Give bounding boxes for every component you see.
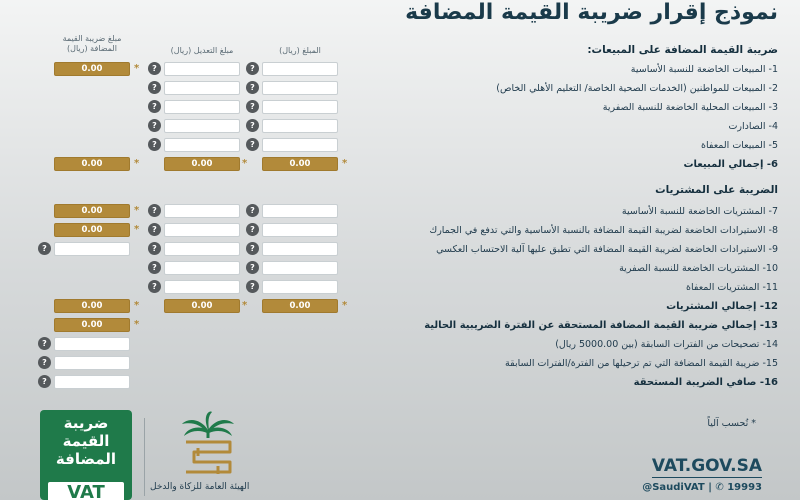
adjustment-field-4[interactable] bbox=[164, 119, 240, 133]
help-icon[interactable]: ? bbox=[38, 337, 51, 350]
auto-calc-star: * bbox=[134, 205, 140, 216]
contact-info bbox=[642, 482, 762, 493]
amount-field-9[interactable] bbox=[262, 242, 338, 256]
total-sales-amount: 0.00 bbox=[262, 157, 338, 171]
vat-logo-badge bbox=[40, 410, 132, 500]
amount-field-1[interactable] bbox=[262, 62, 338, 76]
auto-calc-star: * bbox=[242, 158, 248, 169]
phone-icon: ✆ bbox=[715, 482, 724, 493]
help-icon[interactable]: ? bbox=[246, 280, 259, 293]
auto-calc-star: * bbox=[134, 319, 140, 330]
total-purchases-amount: 0.00 bbox=[262, 299, 338, 313]
adjustment-field-5[interactable] bbox=[164, 138, 240, 152]
column-header-amount: المبلغ (ريال) bbox=[279, 46, 321, 55]
auto-calc-star: * bbox=[342, 300, 348, 311]
amount-field-3[interactable] bbox=[262, 100, 338, 114]
badge-line-2: القيمة bbox=[62, 432, 110, 450]
twitter-handle[interactable]: @SaudiVAT bbox=[642, 482, 705, 493]
column-header-vat bbox=[54, 34, 130, 54]
help-icon[interactable]: ? bbox=[38, 242, 51, 255]
help-icon[interactable]: ? bbox=[246, 81, 259, 94]
auto-calc-star: * bbox=[134, 300, 140, 311]
sales-heading: ضريبة القيمة المضافة على المبيعات: bbox=[587, 44, 778, 56]
corrections-field[interactable] bbox=[54, 337, 130, 351]
help-icon[interactable]: ? bbox=[38, 375, 51, 388]
footer-divider bbox=[144, 418, 145, 496]
vat-field-1: 0.00 bbox=[54, 62, 130, 76]
adjustment-field-11[interactable] bbox=[164, 280, 240, 294]
help-icon[interactable]: ? bbox=[246, 204, 259, 217]
help-icon[interactable]: ? bbox=[246, 119, 259, 132]
help-icon[interactable]: ? bbox=[148, 261, 161, 274]
column-header-vat-line1: مبلغ ضريبة القيمة bbox=[62, 34, 122, 43]
help-icon[interactable]: ? bbox=[148, 242, 161, 255]
carried-forward-field[interactable] bbox=[54, 356, 130, 370]
row-label-7: 7- المشتريات الخاضعة للنسبة الأساسية bbox=[621, 206, 778, 217]
adjustment-field-2[interactable] bbox=[164, 81, 240, 95]
separator: | bbox=[708, 482, 712, 493]
website-link[interactable]: VAT.GOV.SA bbox=[651, 456, 762, 476]
total-purchases-adjustment: 0.00 bbox=[164, 299, 240, 313]
help-icon[interactable]: ? bbox=[148, 138, 161, 151]
help-icon[interactable]: ? bbox=[148, 223, 161, 236]
phone-number[interactable]: 19993 bbox=[727, 482, 762, 493]
total-purchases-vat: 0.00 bbox=[54, 299, 130, 313]
adjustment-field-3[interactable] bbox=[164, 100, 240, 114]
purchases-heading: الضريبة على المشتريات bbox=[655, 184, 778, 196]
auto-calc-star: * bbox=[242, 300, 248, 311]
amount-field-11[interactable] bbox=[262, 280, 338, 294]
amount-field-2[interactable] bbox=[262, 81, 338, 95]
help-icon[interactable]: ? bbox=[246, 242, 259, 255]
row-label-1: 1- المبيعات الخاضعة للنسبة الأساسية bbox=[630, 64, 778, 75]
column-header-adjustment: مبلغ التعديل (ريال) bbox=[170, 46, 234, 55]
adjustment-field-1[interactable] bbox=[164, 62, 240, 76]
net-tax-field[interactable] bbox=[54, 375, 130, 389]
help-icon[interactable]: ? bbox=[246, 261, 259, 274]
auto-calc-star: * bbox=[342, 158, 348, 169]
vat-field-9[interactable] bbox=[54, 242, 130, 256]
row-label-8: 8- الاستيرادات الخاضعة لضريبة القيمة المضافة بالنسبة الأساسية والتي تدفع في الجمارك bbox=[429, 225, 778, 236]
help-icon[interactable]: ? bbox=[246, 62, 259, 75]
adjustment-field-10[interactable] bbox=[164, 261, 240, 275]
badge-vat-text: VAT bbox=[48, 482, 124, 500]
adjustment-field-7[interactable] bbox=[164, 204, 240, 218]
amount-field-10[interactable] bbox=[262, 261, 338, 275]
badge-line-1: ضريبة bbox=[63, 414, 109, 432]
column-header-vat-line2: المضافة (ريال) bbox=[67, 44, 117, 53]
row-label-10: 10- المشتريات الخاضعة للنسبة الصفرية bbox=[619, 263, 778, 274]
organization-name: الهيئة العامة للزكاة والدخل bbox=[150, 482, 250, 492]
help-icon[interactable]: ? bbox=[148, 119, 161, 132]
help-icon[interactable]: ? bbox=[38, 356, 51, 369]
row-label-14: 14- تصحيحات من الفترات السابقة (بين 5000.00 ريال) bbox=[555, 339, 778, 350]
total-sales-vat: 0.00 bbox=[54, 157, 130, 171]
row-label-6: 6- إجمالي المبيعات bbox=[683, 159, 778, 170]
vat-field-7: 0.00 bbox=[54, 204, 130, 218]
row-label-3: 3- المبيعات المحلية الخاضعة للنسبة الصفرية bbox=[602, 102, 778, 113]
auto-calc-star: * bbox=[134, 224, 140, 235]
row-label-5: 5- المبيعات المعفاة bbox=[701, 140, 778, 151]
amount-field-8[interactable] bbox=[262, 223, 338, 237]
auto-calc-star: * bbox=[134, 63, 140, 74]
help-icon[interactable]: ? bbox=[148, 204, 161, 217]
help-icon[interactable]: ? bbox=[246, 223, 259, 236]
adjustment-field-8[interactable] bbox=[164, 223, 240, 237]
amount-field-7[interactable] bbox=[262, 204, 338, 218]
help-icon[interactable]: ? bbox=[148, 100, 161, 113]
row-label-16: 16- صافي الضريبة المستحقة bbox=[633, 377, 778, 388]
footnote: * تُحسب آلياً bbox=[707, 418, 756, 429]
row-label-12: 12- إجمالي المشتريات bbox=[666, 301, 778, 312]
amount-field-4[interactable] bbox=[262, 119, 338, 133]
help-icon[interactable]: ? bbox=[148, 280, 161, 293]
amount-field-5[interactable] bbox=[262, 138, 338, 152]
total-vat-due: 0.00 bbox=[54, 318, 130, 332]
row-label-15: 15- ضريبة القيمة المضافة التي تم ترحيلها من الفترة/الفترات السابقة bbox=[505, 358, 778, 369]
vat-field-8: 0.00 bbox=[54, 223, 130, 237]
row-label-11: 11- المشتريات المعفاة bbox=[686, 282, 778, 293]
badge-line-3: المضافة bbox=[55, 450, 117, 468]
page-title: نموذج إقرار ضريبة القيمة المضافة bbox=[405, 0, 778, 25]
total-sales-adjustment: 0.00 bbox=[164, 157, 240, 171]
row-label-13: 13- إجمالي ضريبة القيمة المضافة المستحقة عن الفترة الضريبية الحالية bbox=[424, 320, 778, 331]
help-icon[interactable]: ? bbox=[148, 62, 161, 75]
help-icon[interactable]: ? bbox=[246, 100, 259, 113]
help-icon[interactable]: ? bbox=[246, 138, 259, 151]
palm-tree-logo-icon bbox=[172, 408, 244, 480]
row-label-4: 4- الصادارت bbox=[728, 121, 778, 132]
help-icon[interactable]: ? bbox=[148, 81, 161, 94]
row-label-2: 2- المبيعات للمواطنين (الخدمات الصحية الخاصة/ التعليم الأهلي الخاص) bbox=[496, 83, 778, 94]
row-label-9: 9- الاستيرادات الخاضعة لضريبة القيمة المضافة التي تطبق عليها آلية الاحتساب العكسي bbox=[436, 244, 778, 255]
adjustment-field-9[interactable] bbox=[164, 242, 240, 256]
auto-calc-star: * bbox=[134, 158, 140, 169]
